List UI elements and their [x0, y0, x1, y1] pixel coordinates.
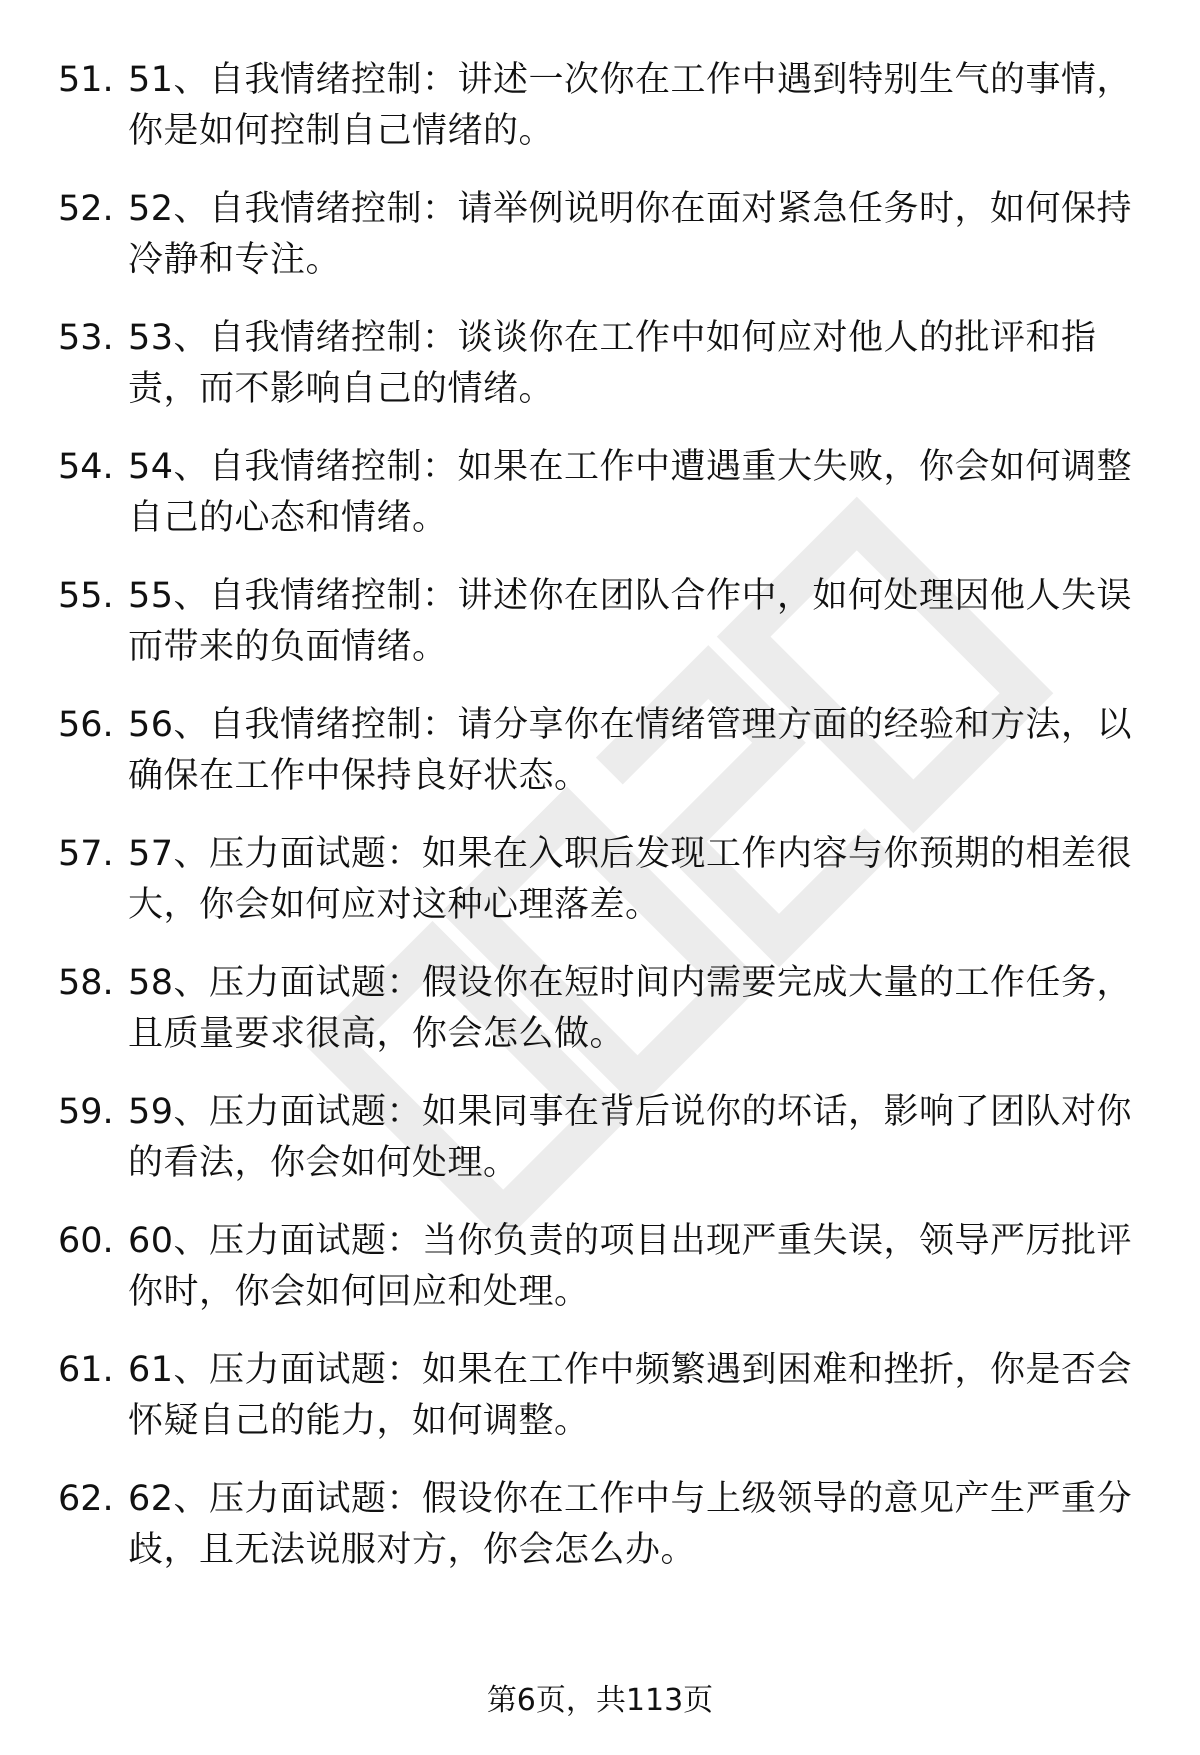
item-number: 54.: [58, 447, 114, 487]
item-number: 52.: [58, 189, 114, 229]
question-list: [0, 55, 1200, 1603]
item-text: 56、自我情绪控制：请分享你在情绪管理方面的经验和方法，以确保在工作中保持良好状态。: [128, 705, 1133, 796]
list-item: [0, 571, 1200, 700]
item-number: 62.: [58, 1479, 114, 1519]
list-item: [0, 1087, 1200, 1216]
item-text: 59、压力面试题：如果同事在背后说你的坏话，影响了团队对你的看法，你会如何处理。: [128, 1092, 1133, 1183]
item-number: 61.: [58, 1350, 114, 1390]
item-text: 52、自我情绪控制：请举例说明你在面对紧急任务时，如何保持冷静和专注。: [128, 189, 1133, 280]
list-item: [0, 313, 1200, 442]
item-number: 51.: [58, 60, 114, 100]
item-text: 58、压力面试题：假设你在短时间内需要完成大量的工作任务，且质量要求很高，你会怎么做。: [128, 963, 1133, 1054]
list-item: [0, 1345, 1200, 1474]
list-item: [0, 829, 1200, 958]
item-number: 53.: [58, 318, 114, 358]
item-text: 57、压力面试题：如果在入职后发现工作内容与你预期的相差很大，你会如何应对这种心理落差。: [128, 834, 1133, 925]
list-item: [0, 184, 1200, 313]
item-number: 58.: [58, 963, 114, 1003]
item-number: 56.: [58, 705, 114, 745]
item-text: 60、压力面试题：当你负责的项目出现严重失误，领导严厉批评你时，你会如何回应和处理。: [128, 1221, 1133, 1312]
list-item: [0, 1216, 1200, 1345]
item-text: 53、自我情绪控制：谈谈你在工作中如何应对他人的批评和指责，而不影响自己的情绪。: [128, 318, 1097, 409]
list-item: [0, 55, 1200, 184]
item-number: 59.: [58, 1092, 114, 1132]
item-text: 51、自我情绪控制：讲述一次你在工作中遇到特别生气的事情，你是如何控制自己情绪的。: [128, 60, 1133, 151]
page-footer: 第6页，共113页: [486, 1683, 714, 1718]
item-text: 55、自我情绪控制：讲述你在团队合作中，如何处理因他人失误而带来的负面情绪。: [128, 576, 1133, 667]
list-item: [0, 1474, 1200, 1603]
list-item: [0, 442, 1200, 571]
list-item: [0, 700, 1200, 829]
item-text: 54、自我情绪控制：如果在工作中遭遇重大失败，你会如何调整自己的心态和情绪。: [128, 447, 1133, 538]
item-text: 61、压力面试题：如果在工作中频繁遇到困难和挫折，你是否会怀疑自己的能力，如何调整。: [128, 1350, 1133, 1441]
item-number: 57.: [58, 834, 114, 874]
list-item: [0, 958, 1200, 1087]
item-number: 55.: [58, 576, 114, 616]
item-number: 60.: [58, 1221, 114, 1261]
item-text: 62、压力面试题：假设你在工作中与上级领导的意见产生严重分歧，且无法说服对方，你会怎么办。: [128, 1479, 1133, 1570]
